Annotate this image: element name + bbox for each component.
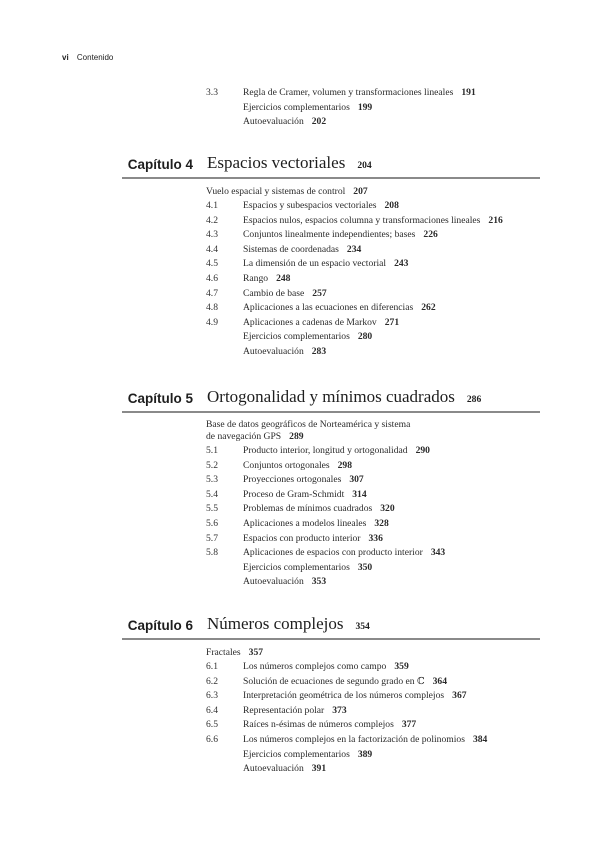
entry-page: 202 <box>311 116 327 128</box>
chapter-label: Capítulo 4 <box>127 157 193 172</box>
chapter-title <box>207 153 372 173</box>
toc-entry[interactable] <box>0 517 600 532</box>
chapter-heading[interactable] <box>0 382 600 412</box>
entry-title-group <box>243 561 372 576</box>
entry-page: 389 <box>357 748 373 760</box>
entry-title: Conjuntos ortogonales <box>243 459 330 471</box>
chapter-label: Capítulo 5 <box>127 391 193 406</box>
entry-number: 4.3 <box>206 229 218 241</box>
entry-number: 5.2 <box>206 459 218 471</box>
entry-title: Autoevaluación <box>243 345 304 357</box>
entry-page: 226 <box>423 229 438 241</box>
toc-entry[interactable] <box>0 473 600 488</box>
entry-page: 191 <box>461 87 476 98</box>
top-section <box>0 86 600 130</box>
entry-page: 320 <box>380 503 395 515</box>
entry-number: 5.8 <box>206 547 218 559</box>
entry-number: 4.4 <box>206 243 218 255</box>
running-head <box>62 53 113 62</box>
entry-title: Cambio de base <box>243 287 305 299</box>
entry-number: 3.3 <box>206 87 218 98</box>
entry-title-group <box>243 575 326 590</box>
opener-line <box>206 647 263 659</box>
entry-title-group <box>243 444 430 459</box>
toc-entry[interactable] <box>0 532 600 547</box>
chapter-rule <box>122 638 540 640</box>
toc-entry[interactable] <box>0 675 600 690</box>
toc-entry[interactable] <box>0 748 600 763</box>
toc-entry[interactable] <box>0 689 600 704</box>
entry-title: Raíces n-ésimas de números complejos <box>243 719 394 731</box>
toc-entry[interactable] <box>0 316 600 331</box>
toc-entry[interactable] <box>0 345 600 360</box>
toc-entry[interactable] <box>0 660 600 675</box>
entry-title-group <box>243 546 445 561</box>
entry-title: Los números complejos como campo <box>243 661 387 672</box>
entry-title: Autoevaluación <box>243 763 304 775</box>
toc-entry[interactable] <box>0 733 600 748</box>
entry-title: Espacios y subespacios vectoriales <box>243 200 377 211</box>
entry-page: 364 <box>432 675 447 687</box>
entry-page: 336 <box>368 532 383 544</box>
entry-title: Solución de ecuaciones de segundo grado en ℂ <box>243 675 425 687</box>
toc-entry[interactable] <box>0 86 600 101</box>
opener-line <box>206 186 368 198</box>
entry-number: 4.1 <box>206 200 218 211</box>
opener-line <box>206 431 410 443</box>
toc-entry[interactable] <box>0 561 600 576</box>
entry-title: Ejercicios complementarios <box>243 331 350 343</box>
entry-page: 283 <box>311 345 327 357</box>
entry-title: Interpretación geométrica de los números complejos <box>243 690 445 702</box>
entry-page: 199 <box>357 101 373 113</box>
entry-number: 5.6 <box>206 517 218 529</box>
entry-title: Autoevaluación <box>243 576 304 588</box>
entry-number: 5.4 <box>206 488 218 500</box>
toc-entry[interactable] <box>0 330 600 345</box>
entry-title: Ejercicios complementarios <box>243 561 350 573</box>
entry-title: Ejercicios complementarios <box>243 748 350 760</box>
entry-title: Ejercicios complementarios <box>243 101 350 113</box>
entry-title: Problemas de mínimos cuadrados <box>243 503 373 515</box>
toc-entry[interactable] <box>0 214 600 229</box>
entry-title: Rango <box>243 272 269 284</box>
entry-title-group <box>243 675 447 690</box>
entry-title: Autoevaluación <box>243 116 304 128</box>
entry-title-group <box>243 473 364 488</box>
entry-title: Espacios nulos, espacios columna y transformaciones lineales <box>243 214 481 226</box>
toc-entry[interactable] <box>0 718 600 733</box>
entry-page: 234 <box>346 243 362 255</box>
entry-title: Aplicaciones de espacios con producto interior <box>243 547 423 559</box>
entry-page: 350 <box>357 561 373 573</box>
entry-page: 248 <box>276 272 291 284</box>
entry-page: 359 <box>394 661 409 672</box>
entry-number: 5.3 <box>206 474 218 486</box>
opener-page: 289 <box>289 431 304 442</box>
entry-number: 4.7 <box>206 287 218 299</box>
entry-page: 257 <box>312 287 327 299</box>
entry-number: 6.1 <box>206 661 218 672</box>
entry-page: 377 <box>401 719 417 731</box>
toc-entry[interactable] <box>0 287 600 302</box>
entry-number: 4.8 <box>206 302 218 314</box>
running-head-title: Contenido <box>76 53 114 62</box>
entry-page: 328 <box>374 517 389 529</box>
entry-page: 216 <box>488 214 503 226</box>
entry-title-group <box>243 330 372 345</box>
entry-number: 6.2 <box>206 675 218 687</box>
chapter-heading[interactable] <box>0 148 600 178</box>
entry-title-group <box>243 718 416 733</box>
chapter-entries <box>0 444 600 590</box>
entry-page: 384 <box>472 733 488 745</box>
toc-entry[interactable] <box>0 243 600 258</box>
entry-title: La dimensión de un espacio vectorial <box>243 258 387 270</box>
chapter-page: 204 <box>357 160 372 171</box>
opener-text: Fractales <box>206 647 241 658</box>
entry-title-group <box>243 345 326 360</box>
chapter-label: Capítulo 6 <box>127 618 193 633</box>
entry-number: 4.2 <box>206 214 218 226</box>
toc-entry[interactable] <box>0 115 600 130</box>
chapter-heading[interactable] <box>0 609 600 639</box>
entry-page: 208 <box>384 200 399 211</box>
entry-title: Proyecciones ortogonales <box>243 474 342 486</box>
entry-title-group <box>243 287 327 302</box>
entry-title: Sistemas de coordenadas <box>243 243 339 255</box>
toc-entry[interactable] <box>0 101 600 116</box>
entry-title: Conjuntos linealmente independientes; bases <box>243 229 416 241</box>
entry-title-group <box>243 532 383 547</box>
toc-entry[interactable] <box>0 272 600 287</box>
chapter-entries <box>0 199 600 360</box>
entry-title-group <box>243 301 436 316</box>
toc-entry[interactable] <box>0 575 600 590</box>
entry-title-group <box>243 748 372 763</box>
chapter-rule <box>122 411 540 413</box>
entry-page: 290 <box>415 445 430 456</box>
entry-title-group <box>243 243 361 258</box>
page-number: vi <box>62 53 69 62</box>
chapter-opener[interactable] <box>206 186 368 198</box>
entry-title-group <box>243 316 399 331</box>
toc-entry[interactable] <box>0 546 600 561</box>
entry-title: Aplicaciones a modelos lineales <box>243 517 367 529</box>
entry-page: 298 <box>337 459 352 471</box>
entry-number: 4.9 <box>206 316 218 328</box>
toc-entry[interactable] <box>0 301 600 316</box>
entry-page: 367 <box>452 690 467 702</box>
entry-page: 343 <box>430 547 446 559</box>
entry-title-group <box>243 762 326 777</box>
entry-number: 6.5 <box>206 719 218 731</box>
entry-page: 373 <box>332 704 347 716</box>
toc-entry[interactable] <box>0 199 600 214</box>
chapter-page: 286 <box>466 394 482 405</box>
entry-title-group <box>243 517 389 532</box>
entry-number: 6.6 <box>206 733 218 745</box>
entry-title: Espacios con producto interior <box>243 532 361 544</box>
opener-line <box>206 419 410 431</box>
entry-page: 391 <box>311 763 327 775</box>
chapter-title-text: Espacios vectoriales <box>207 153 346 172</box>
toc-entry[interactable] <box>0 444 600 459</box>
entry-title: Aplicaciones a las ecuaciones en diferencias <box>243 302 414 314</box>
chapter-title-text: Números complejos <box>207 614 344 633</box>
entry-title: Regla de Cramer, volumen y transformaciones lineales <box>243 87 454 98</box>
toc-entry[interactable] <box>0 502 600 517</box>
entry-title-group <box>243 733 487 748</box>
entry-title: Representación polar <box>243 704 325 716</box>
entry-title-group <box>243 660 409 675</box>
chapter-title <box>207 387 481 407</box>
chapter-rule <box>122 177 540 179</box>
entry-title: Producto interior, longitud y ortogonalidad <box>243 445 408 456</box>
entry-page: 307 <box>349 474 364 486</box>
entry-number: 6.4 <box>206 704 218 716</box>
entry-page: 353 <box>311 576 327 588</box>
entry-number: 5.5 <box>206 503 218 515</box>
entry-page: 243 <box>394 258 409 270</box>
entry-page: 314 <box>352 488 367 500</box>
entry-title-group <box>243 704 347 719</box>
entry-title-group <box>243 689 467 704</box>
toc-entry[interactable] <box>0 257 600 272</box>
entry-title-group <box>243 199 399 214</box>
opener-text: Base de datos geográficos de Norteamérica y sistema <box>206 419 411 430</box>
entry-title: Aplicaciones a cadenas de Markov <box>243 316 377 328</box>
toc-entry[interactable] <box>0 762 600 777</box>
chapter-title-text: Ortogonalidad y mínimos cuadrados <box>207 387 455 406</box>
entry-title-group <box>243 502 395 517</box>
chapter-page: 354 <box>355 621 370 632</box>
toc-entry[interactable] <box>0 228 600 243</box>
opener-text: Vuelo espacial y sistemas de control <box>206 186 346 197</box>
entry-number: 4.6 <box>206 272 218 284</box>
entry-title-group <box>243 214 503 229</box>
entry-title: Proceso de Gram-Schmidt <box>243 488 345 500</box>
entry-title-group <box>243 228 438 243</box>
chapter-opener[interactable] <box>206 419 410 443</box>
opener-page: 357 <box>248 647 264 658</box>
toc-entry[interactable] <box>0 488 600 503</box>
entry-title-group <box>243 257 408 272</box>
entry-title-group <box>243 272 290 287</box>
entry-title-group <box>243 488 367 503</box>
entry-page: 271 <box>384 316 400 328</box>
entry-number: 5.1 <box>206 445 218 456</box>
entry-number: 6.3 <box>206 690 218 702</box>
chapter-title <box>207 614 370 634</box>
entry-number: 5.7 <box>206 532 218 544</box>
opener-text: de navegación GPS <box>206 431 282 442</box>
chapter-entries <box>0 660 600 777</box>
entry-title-group <box>243 459 352 474</box>
entry-page: 262 <box>421 302 436 314</box>
entry-title: Los números complejos en la factorización de polinomios <box>243 733 465 745</box>
chapter-opener[interactable] <box>206 647 263 659</box>
opener-page: 207 <box>353 186 368 197</box>
toc-entry[interactable] <box>0 704 600 719</box>
entry-number: 4.5 <box>206 258 218 270</box>
entry-page: 280 <box>357 331 373 343</box>
toc-entry[interactable] <box>0 459 600 474</box>
